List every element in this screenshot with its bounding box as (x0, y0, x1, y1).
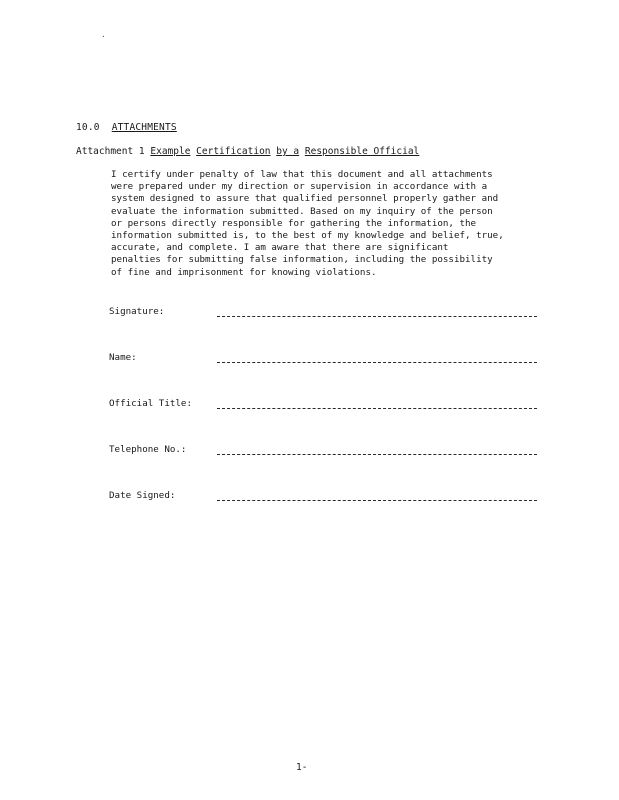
attachment-prefix: Attachment 1 (76, 146, 145, 157)
attachment-heading (76, 146, 419, 157)
signature-row (109, 306, 539, 324)
date-signed-label: Date Signed: (109, 490, 176, 501)
attachment-title-responsible-official: Responsible Official (304, 146, 420, 157)
certification-line: of fine and imprisonment for knowing violations. (111, 266, 377, 278)
signature-line (217, 316, 537, 317)
certification-line: I certify under penalty of law that this document and all attachments (111, 169, 493, 180)
attachment-title-example: Example (150, 146, 191, 157)
attachment-title-certification: Certification (196, 146, 271, 157)
date-signed-line (217, 500, 537, 501)
certification-line: system designed to assure that qualified personnel properly gather and (111, 193, 499, 205)
official-title-row (109, 398, 539, 416)
date-signed-row (109, 490, 539, 508)
name-row (109, 352, 539, 370)
certification-line: information submitted is, to the best of my knowledge and belief, true, (111, 230, 504, 242)
section-title: ATTACHMENTS (111, 122, 177, 133)
name-line (217, 362, 537, 363)
telephone-label: Telephone No.: (109, 444, 187, 455)
signature-label: Signature: (109, 306, 165, 317)
attachment-title-by-a: by a (276, 146, 300, 157)
official-title-line (217, 408, 537, 409)
name-label: Name: (109, 352, 137, 363)
certification-line: penalties for submitting false information, including the possibility (111, 254, 493, 266)
certification-line: were prepared under my direction or supervision in accordance with a (111, 181, 488, 193)
section-heading (76, 122, 177, 133)
certification-line: evaluate the information submitted. Based on my inquiry of the person (111, 205, 493, 217)
official-title-label: Official Title: (109, 398, 192, 409)
certification-line: or persons directly responsible for gathering the information, the (111, 217, 477, 229)
stray-mark: · (101, 32, 106, 41)
certification-statement (111, 169, 536, 279)
telephone-line (217, 454, 537, 455)
section-number: 10.0 (76, 122, 100, 133)
certification-line: accurate, and complete. I am aware that there are significant (111, 242, 449, 254)
page-number: 1- (296, 762, 308, 773)
telephone-row (109, 444, 539, 462)
